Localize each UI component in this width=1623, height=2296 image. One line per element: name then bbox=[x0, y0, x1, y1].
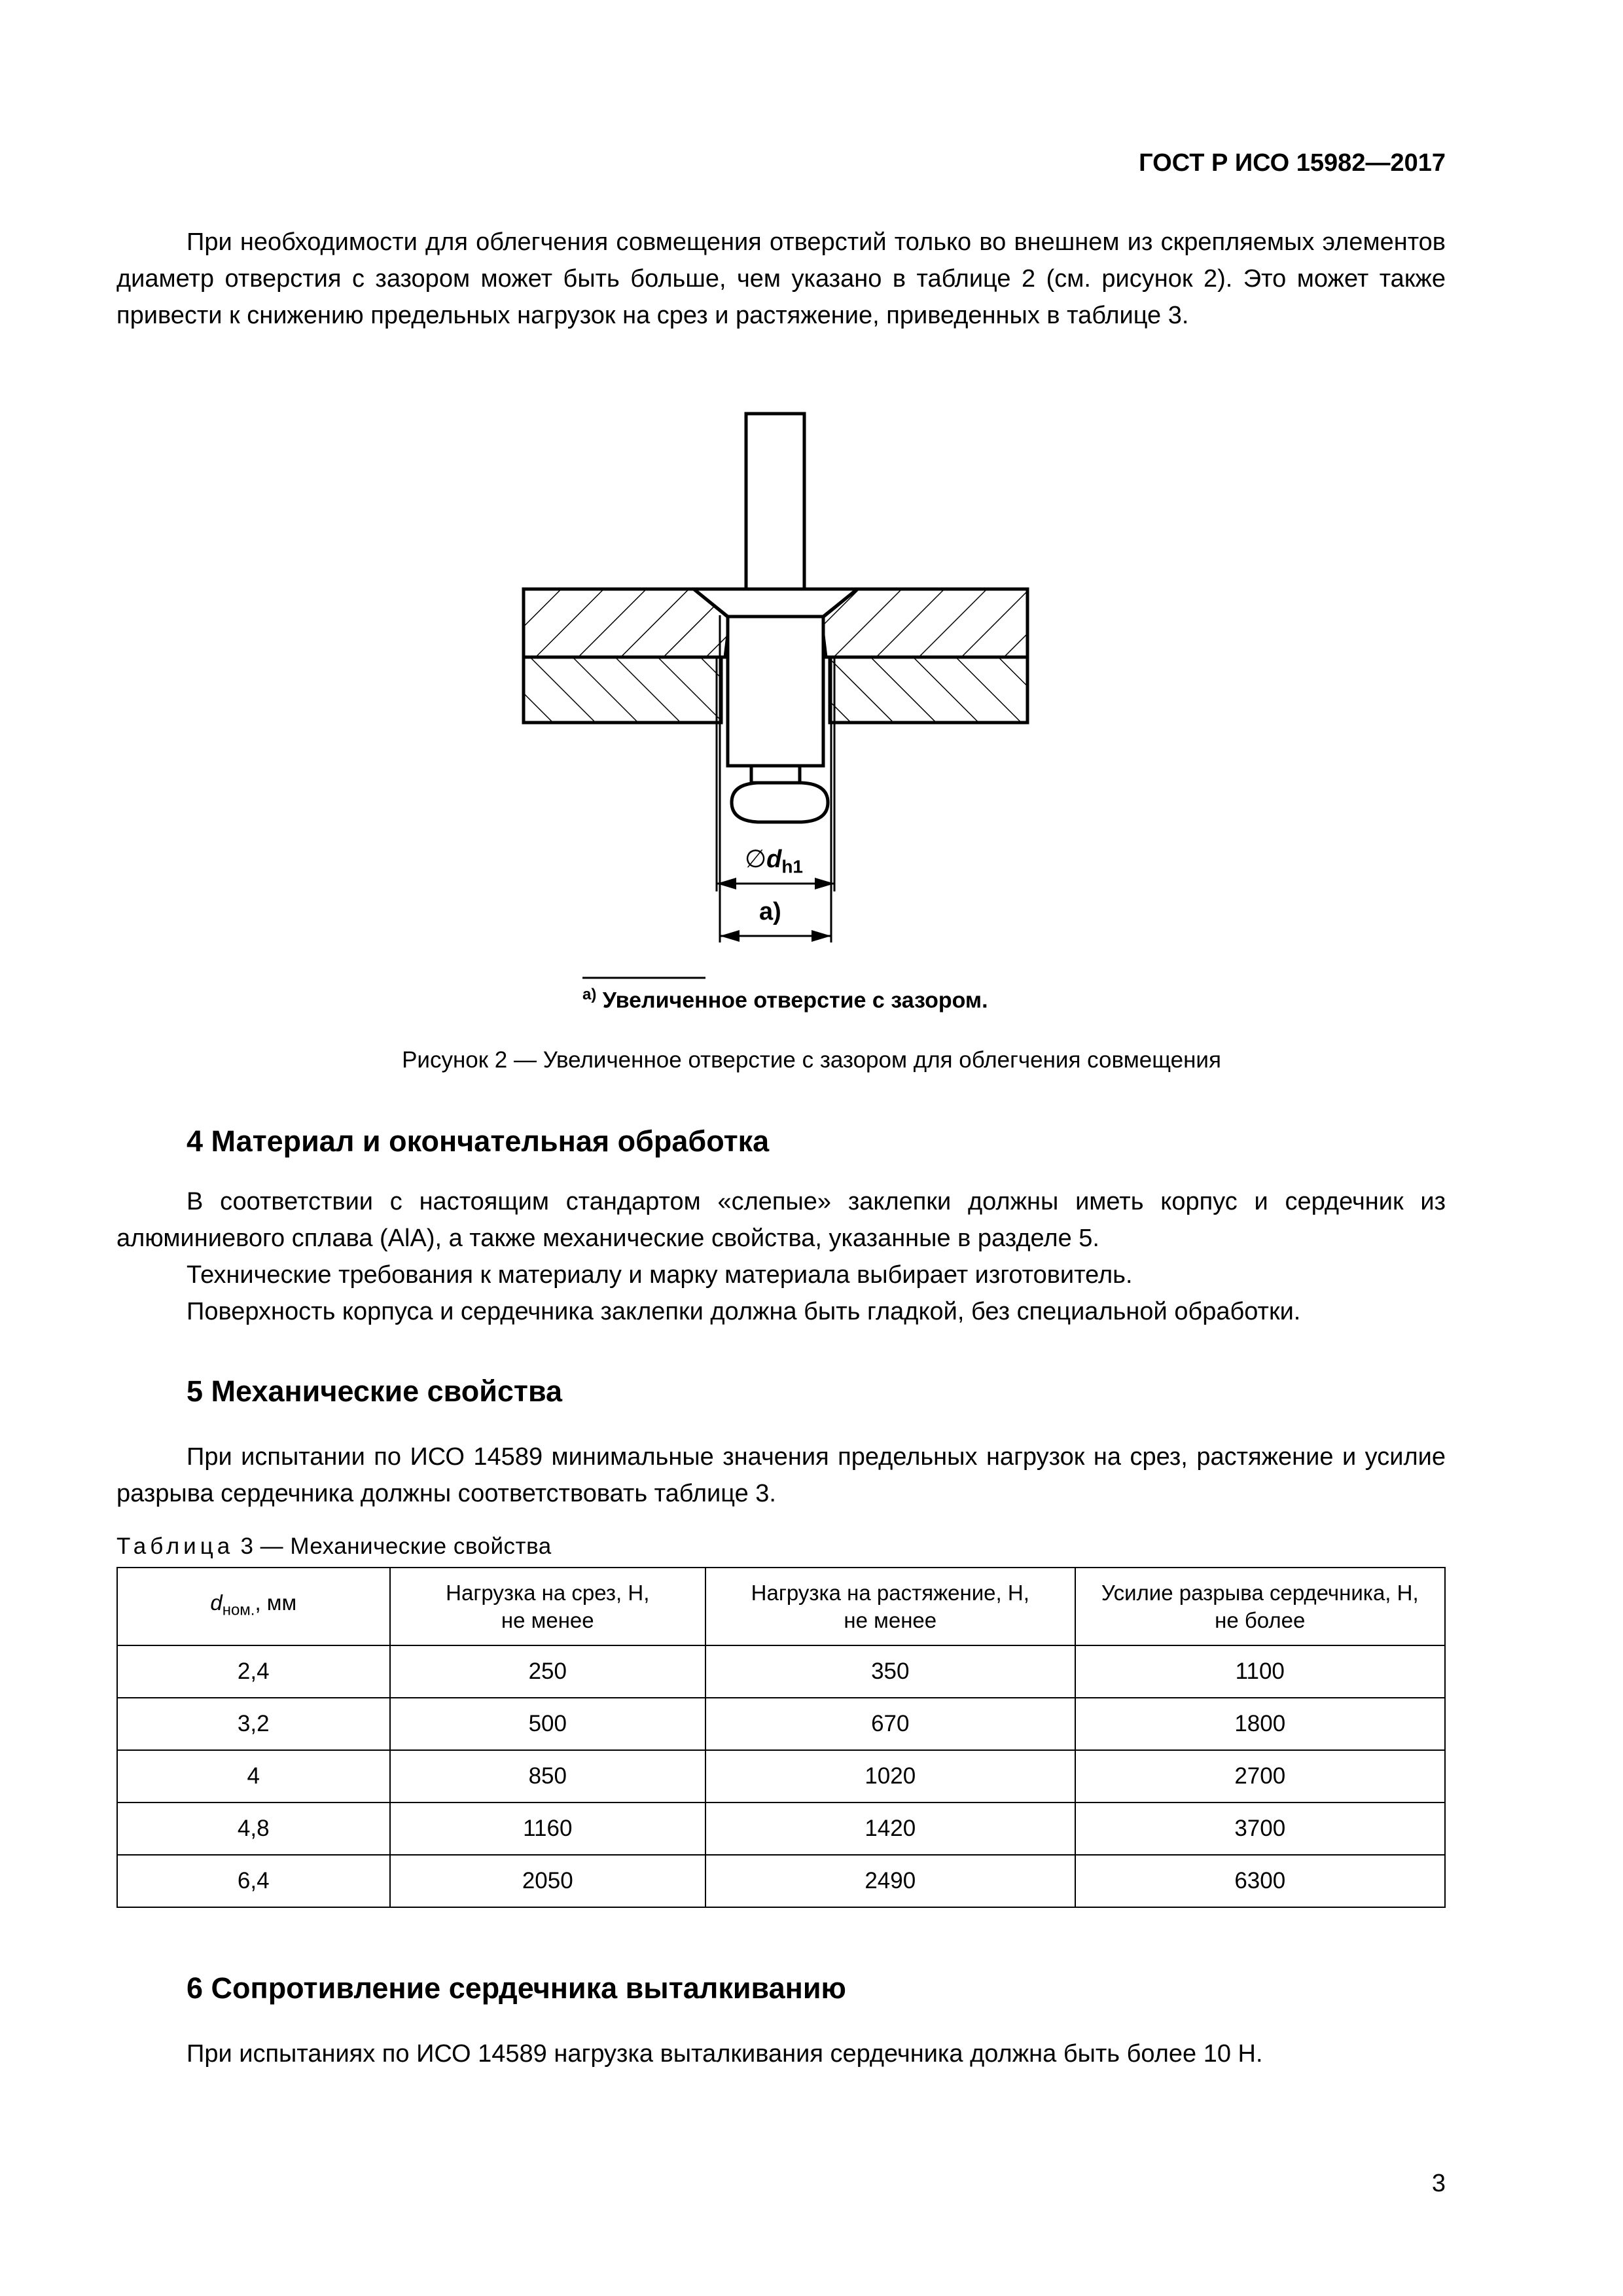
section-6-paragraph: При испытаниях по ИСО 14589 нагрузка выталкивания сердечника должна быть более 10 Н. bbox=[187, 2040, 1263, 2068]
table-row bbox=[117, 1855, 1445, 1907]
table-row bbox=[117, 1803, 1445, 1855]
table-caption-text: 3 — Механические свойства bbox=[240, 1534, 552, 1559]
section-5-text: При испытании по ИСО 14589 минимальные значения предельных нагрузок на срез, растяжение и усилие разрыва сердечника должны соответствовать таблице 3. bbox=[116, 1443, 1446, 1507]
cell-break: 2700 bbox=[1075, 1750, 1446, 1803]
cell-diameter: 4,8 bbox=[117, 1803, 390, 1855]
header-shear-load bbox=[390, 1568, 706, 1645]
cell-diameter: 2,4 bbox=[117, 1645, 390, 1698]
header-break-line-2: не более bbox=[1215, 1607, 1306, 1632]
section-5-paragraph bbox=[116, 1439, 1446, 1512]
table-caption bbox=[116, 1534, 552, 1560]
footnote-text: Увеличенное отверстие с зазором. bbox=[602, 988, 988, 1013]
header-tensile-load bbox=[705, 1568, 1075, 1645]
figure-caption: Рисунок 2 — Увеличенное отверстие с зазором для облегчения совмещения bbox=[402, 1047, 1221, 1073]
section-6-title: 6 Сопротивление сердечника выталкиванию bbox=[187, 1971, 846, 2005]
table-row bbox=[117, 1645, 1445, 1698]
document-id: ГОСТ Р ИСО 15982—2017 bbox=[1139, 149, 1446, 177]
cell-shear: 1160 bbox=[390, 1803, 706, 1855]
section-4-paragraph-3: Поверхность корпуса и сердечника заклепки должна быть гладкой, без специальной обработки. bbox=[187, 1298, 1301, 1325]
mechanical-properties-table bbox=[116, 1567, 1446, 1908]
section-4-title: 4 Материал и окончательная обработка bbox=[187, 1124, 770, 1158]
cell-shear: 2050 bbox=[390, 1855, 706, 1907]
diameter-symbol: ∅ bbox=[745, 846, 767, 873]
cell-tensile: 350 bbox=[705, 1645, 1075, 1698]
cell-shear: 250 bbox=[390, 1645, 706, 1698]
header-tensile-line-1: Нагрузка на растяжение, Н, bbox=[751, 1580, 1029, 1605]
mandrel-head bbox=[732, 766, 828, 822]
cell-break: 6300 bbox=[1075, 1855, 1446, 1907]
section-4-paragraph-1 bbox=[116, 1183, 1446, 1257]
table-row bbox=[117, 1750, 1445, 1803]
cell-break: 1800 bbox=[1075, 1698, 1446, 1750]
diameter-unit: , мм bbox=[255, 1590, 297, 1615]
cell-shear: 850 bbox=[390, 1750, 706, 1803]
header-tensile-line-2: не менее bbox=[844, 1607, 937, 1632]
section-4-text-1: В соответствии с настоящим стандартом «слепые» заклепки должны иметь корпус и сердечник из алюминиевого сплава (AlA), а также механические свойства, указанные в разделе 5. bbox=[116, 1188, 1446, 1252]
intro-text: При необходимости для облегчения совмещения отверстий только во внешнем из скрепляемых элементов диаметр отверстия с зазором может быть больше, чем указано в таблице 2 (см. рисунок 2). Это может также привести к снижению предельных нагрузок на срез и растяжение, приведенных в таблице 3. bbox=[116, 228, 1446, 329]
table-label: Таблица bbox=[116, 1534, 234, 1559]
cell-break: 1100 bbox=[1075, 1645, 1446, 1698]
header-nominal-diameter bbox=[117, 1568, 390, 1645]
dimension-a bbox=[720, 930, 831, 942]
diameter-subscript: ном. bbox=[222, 1601, 255, 1619]
cell-tensile: 2490 bbox=[705, 1855, 1075, 1907]
figure-2-drawing bbox=[0, 0, 1623, 1034]
diameter-variable: d bbox=[210, 1590, 223, 1615]
cell-break: 3700 bbox=[1075, 1803, 1446, 1855]
header-mandrel-break-load bbox=[1075, 1568, 1446, 1645]
cell-shear: 500 bbox=[390, 1698, 706, 1750]
cell-diameter: 6,4 bbox=[117, 1855, 390, 1907]
figure-footnote bbox=[582, 986, 988, 1013]
footnote-marker: a) bbox=[582, 986, 597, 1003]
dimension-subscript: h1 bbox=[781, 856, 804, 877]
note-marker-a: a) bbox=[759, 898, 781, 925]
table-row bbox=[117, 1698, 1445, 1750]
mandrel bbox=[746, 414, 804, 592]
header-shear-line-1: Нагрузка на срез, Н, bbox=[446, 1580, 650, 1605]
dimension-variable: d bbox=[766, 846, 782, 873]
section-4-paragraph-2: Технические требования к материалу и марку материала выбирает изготовитель. bbox=[187, 1261, 1133, 1289]
cell-tensile: 1420 bbox=[705, 1803, 1075, 1855]
dimension-d-h1 bbox=[717, 878, 834, 889]
cell-tensile: 670 bbox=[705, 1698, 1075, 1750]
page-number: 3 bbox=[1431, 2170, 1446, 2197]
cell-diameter: 3,2 bbox=[117, 1698, 390, 1750]
cell-diameter: 4 bbox=[117, 1750, 390, 1803]
dimension-label-dh1 bbox=[745, 844, 803, 878]
cell-tensile: 1020 bbox=[705, 1750, 1075, 1803]
header-break-line-1: Усилие разрыва сердечника, Н, bbox=[1101, 1580, 1419, 1605]
table-header-row bbox=[117, 1568, 1445, 1645]
section-5-title: 5 Механические свойства bbox=[187, 1374, 563, 1408]
header-shear-line-2: не менее bbox=[501, 1607, 594, 1632]
